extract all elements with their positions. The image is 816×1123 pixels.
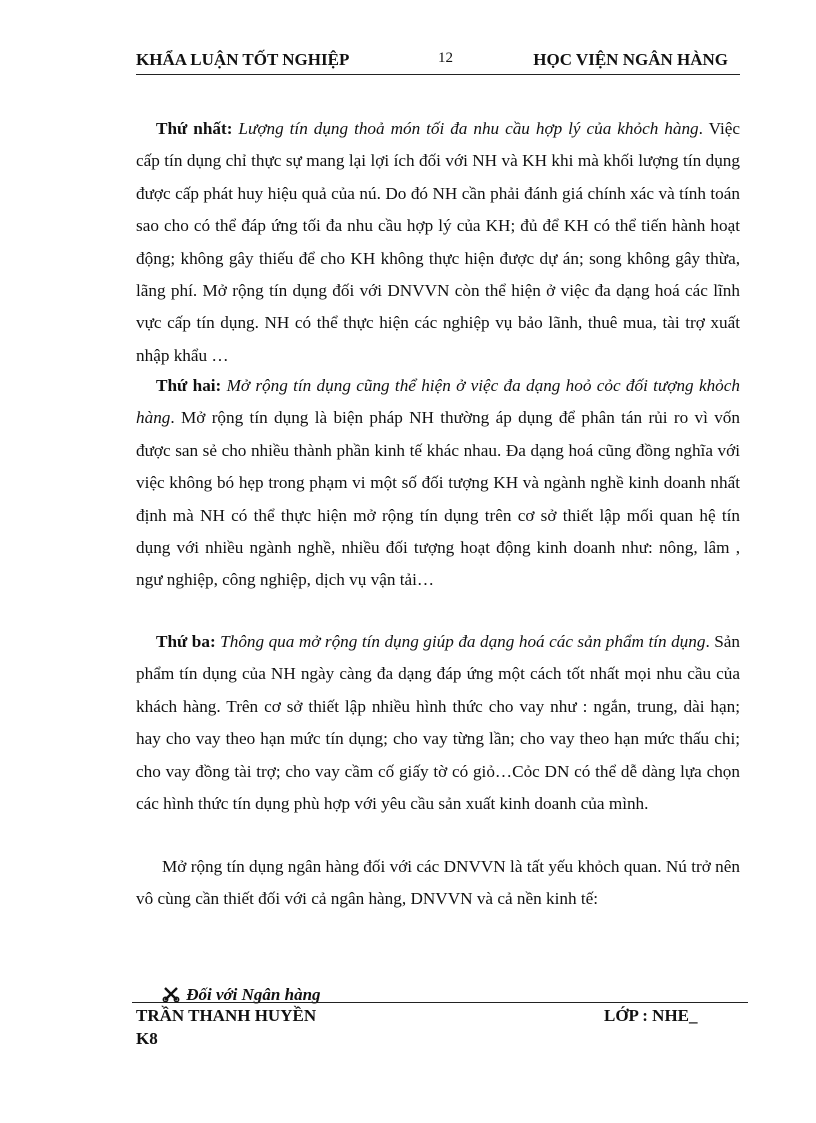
footer-author: TRẦN THANH HUYỀN — [136, 1006, 317, 1025]
footer-divider — [132, 1002, 748, 1003]
paragraph-third — [136, 626, 740, 820]
paragraph-body: . Việc cấp tín dụng chỉ thực sự mang lại lợi ích đối với NH và KH khi mà khối lượng tín dụng được cấp phát huy hiệu quả của nú. Do đó NH cần phải đánh giá chính xác và tính toán sao cho có thể đáp ứng tối đa nhu cầu hợp lý của KH; đủ để KH có thể tiến hành hoạt động; không gây thiếu để cho KH không thực hiện được dự án; song không gây thừa, lãng phí. Mở rộng tín dụng đối với DNVVN còn thể hiện ở việc đa dạng hoá các lĩnh vực cấp tín dụng. NH có thể thực hiện các nghiệp vụ bảo lãnh, thuê mua, tài trợ xuất nhập khẩu … — [136, 119, 740, 365]
paragraph-lead: Thứ ba: — [156, 632, 216, 651]
paragraph-lead: Thứ nhất: — [156, 119, 233, 138]
paragraph-body: . Sản phẩm tín dụng của NH ngày càng đa dạng đáp ứng một cách tốt nhất mọi nhu cầu của khách hàng. Trên cơ sở thiết lập nhiều hình thức cho vay như : ngắn, trung, dài hạn; hay cho vay theo hạn mức tín dụng; cho vay từng lần; cho vay theo hạn mức thấu chi; cho vay đồng tài trợ; cho vay cầm cố giấy tờ có giỏ…Cỏc DN có thể dễ dàng lựa chọn các hình thức tín dụng phù hợp với yêu cầu sản xuất kinh doanh của mình. — [136, 632, 741, 814]
paragraph-lead: Thứ hai: — [156, 376, 222, 395]
page-header — [136, 48, 740, 75]
paragraph-topic: Thông qua mở rộng tín dụng giúp đa dạng hoá các sản phẩm tín dụng — [220, 632, 706, 651]
paragraph-second — [136, 370, 740, 597]
page-number: 12 — [438, 50, 453, 66]
footer-class-continued: K8 — [136, 1029, 158, 1048]
paragraph-first — [136, 113, 740, 372]
footer-class: LỚP : NHE_ — [604, 1006, 698, 1025]
header-institution: HỌC VIỆN NGÂN HÀNG — [533, 50, 728, 69]
paragraph-body: Mở rộng tín dụng ngân hàng đối với các DNVVN là tất yếu khỏch quan. Nú trở nên vô cùng cần thiết đối với cả ngân hàng, DNVVN và cả nền kinh tế: — [136, 857, 740, 909]
header-thesis-title: KHẨA LUẬN TỐT NGHIỆP — [136, 50, 350, 69]
section-bullet-text: Đối với Ngân hàng — [186, 985, 321, 1004]
paragraph-body: . Mở rộng tín dụng là biện pháp NH thường áp dụng để phân tán rủi ro vì vốn được san sẻ cho nhiều thành phần kinh tế khác nhau. Đa dạng hoá cũng đồng nghĩa với việc không bó hẹp trong phạm vi một số đối tượng KH và ngành nghề kinh doanh nhất định mà NH có thể thực hiện mở rộng tín dụng trên cơ sở thiết lập mối quan hệ tín dụng với nhiều ngành nghề, nhiều đối tượng hoạt động kinh doanh như: nông, lâm , ngư nghiệp, công nghiệp, dịch vụ vận tải… — [136, 408, 740, 590]
paragraph-topic: Lượng tín dụng thoả món tối đa nhu cầu hợp lý của khỏch hàng — [238, 119, 699, 138]
paragraph-fourth — [136, 851, 740, 916]
paragraph-topic: Mở rộng tín dụng cũng thể hiện ở việc đa dạng hoỏ cỏc đối tượng khỏch hàng — [136, 376, 740, 428]
scissors-icon — [162, 985, 182, 1008]
